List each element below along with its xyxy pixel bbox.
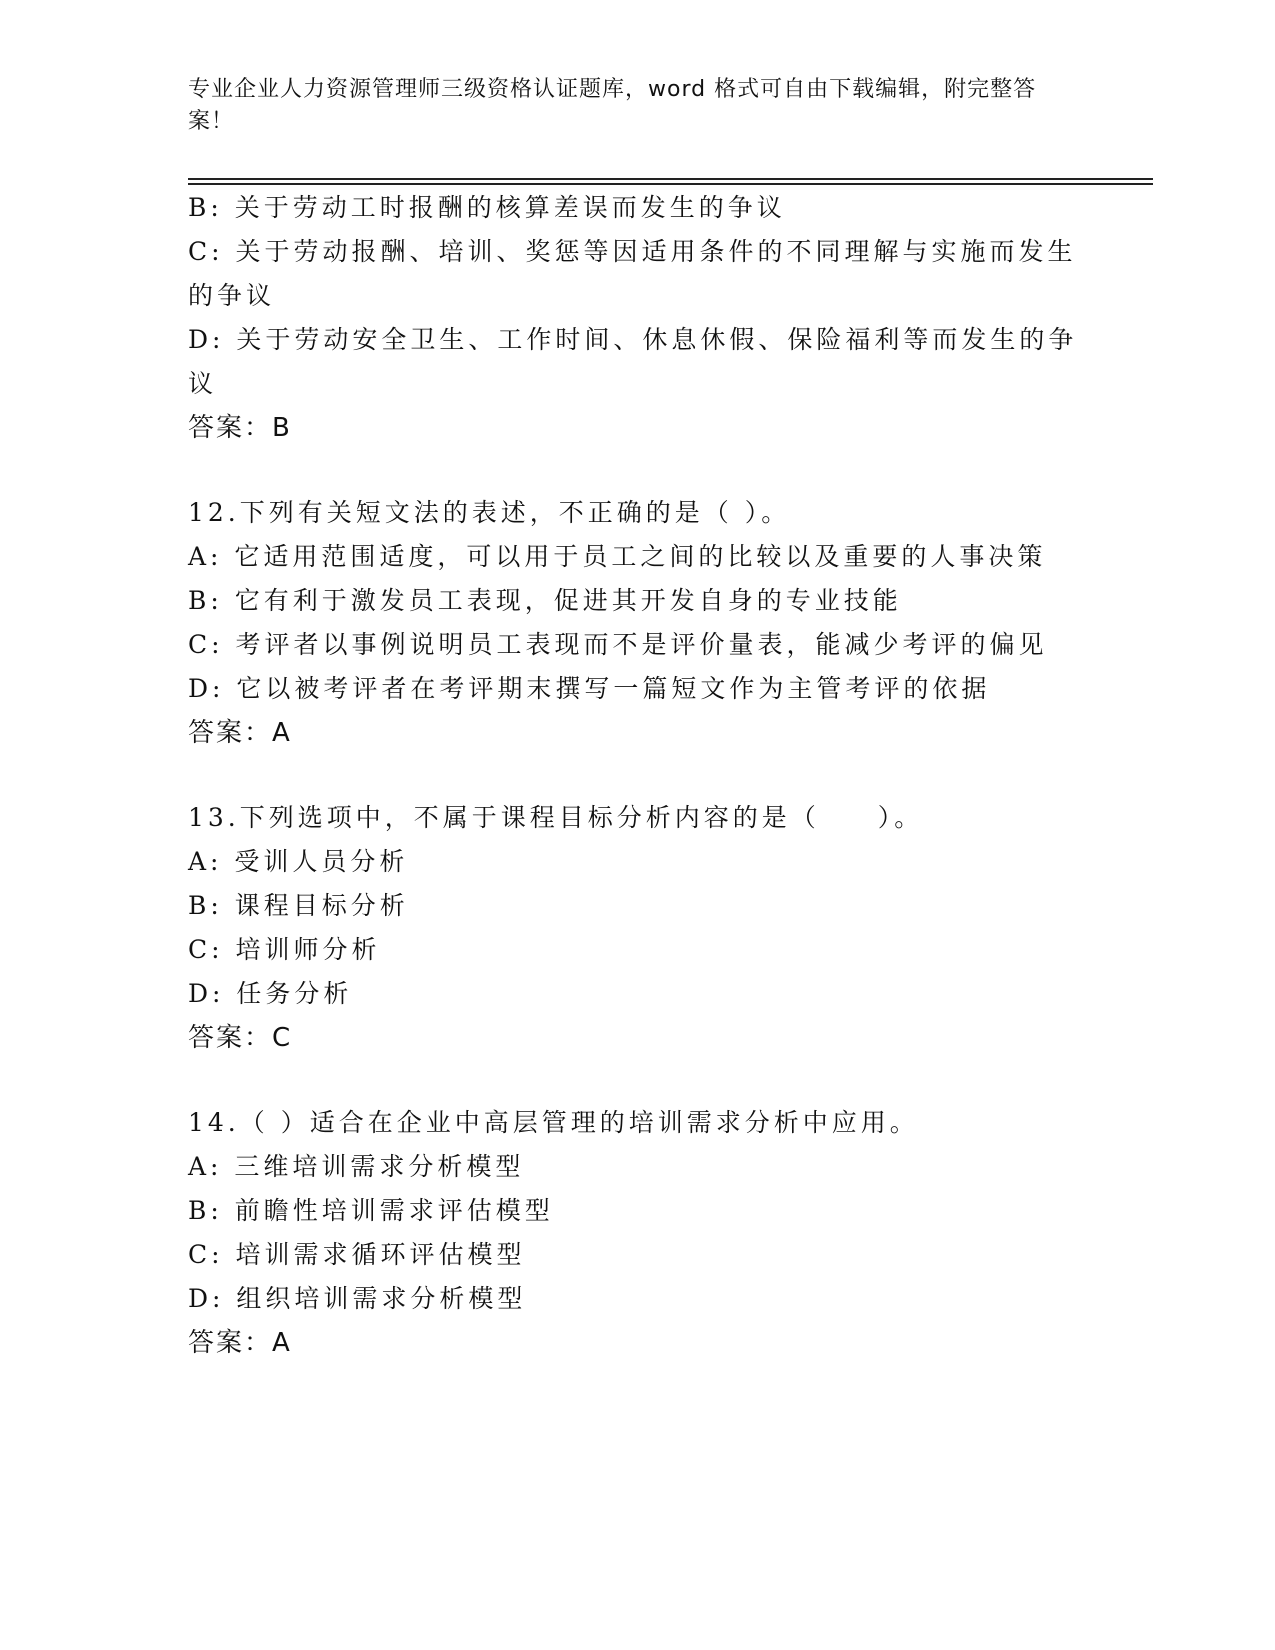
header-divider-top (188, 178, 1153, 180)
q11-option-c-line1: C: 关于劳动报酬、培训、奖惩等因适用条件的不同理解与实施而发生 (188, 237, 1077, 266)
q14-option-b: B: 前瞻性培训需求评估模型 (188, 1196, 554, 1225)
q13-answer: 答案：C (188, 1023, 293, 1053)
q12-question: 12.下列有关短文法的表述，不正确的是（ ）。 (188, 498, 791, 527)
q12-answer: 答案：A (188, 718, 292, 748)
q14-option-d: D: 组织培训需求分析模型 (188, 1284, 527, 1313)
q11-option-d-line2: 议 (188, 369, 218, 398)
q12-option-d: D: 它以被考评者在考评期末撰写一篇短文作为主管考评的依据 (188, 674, 991, 703)
q12-option-b: B: 它有利于激发员工表现，促进其开发自身的专业技能 (188, 586, 902, 615)
q14-option-c: C: 培训需求循环评估模型 (188, 1240, 526, 1269)
q13-option-c: C: 培训师分析 (188, 935, 381, 964)
q13-option-d: D: 任务分析 (188, 979, 353, 1008)
q11-option-c-line2: 的争议 (188, 281, 276, 310)
q13-question: 13.下列选项中，不属于课程目标分析内容的是（ ）。 (188, 803, 924, 832)
q14-option-a: A: 三维培训需求分析模型 (188, 1152, 525, 1181)
q12-option-c: C: 考评者以事例说明员工表现而不是评价量表，能减少考评的偏见 (188, 630, 1048, 659)
q11-option-b: B: 关于劳动工时报酬的核算差误而发生的争议 (188, 193, 786, 222)
q14-answer: 答案：A (188, 1328, 292, 1358)
q11-option-d-line1: D: 关于劳动安全卫生、工作时间、休息休假、保险福利等而发生的争 (188, 325, 1078, 354)
q11-answer: 答案：B (188, 413, 292, 443)
q13-option-a: A: 受训人员分析 (188, 847, 409, 876)
q14-question: 14.（ ）适合在企业中高层管理的培训需求分析中应用。 (188, 1108, 919, 1137)
document-header: 专业企业人力资源管理师三级资格认证题库，word 格式可自由下载编辑，附完整答案！ (188, 77, 1037, 134)
q13-option-b: B: 课程目标分析 (188, 891, 409, 920)
header-divider-bottom (188, 183, 1153, 185)
q12-option-a: A: 它适用范围适度，可以用于员工之间的比较以及重要的人事决策 (188, 542, 1047, 571)
